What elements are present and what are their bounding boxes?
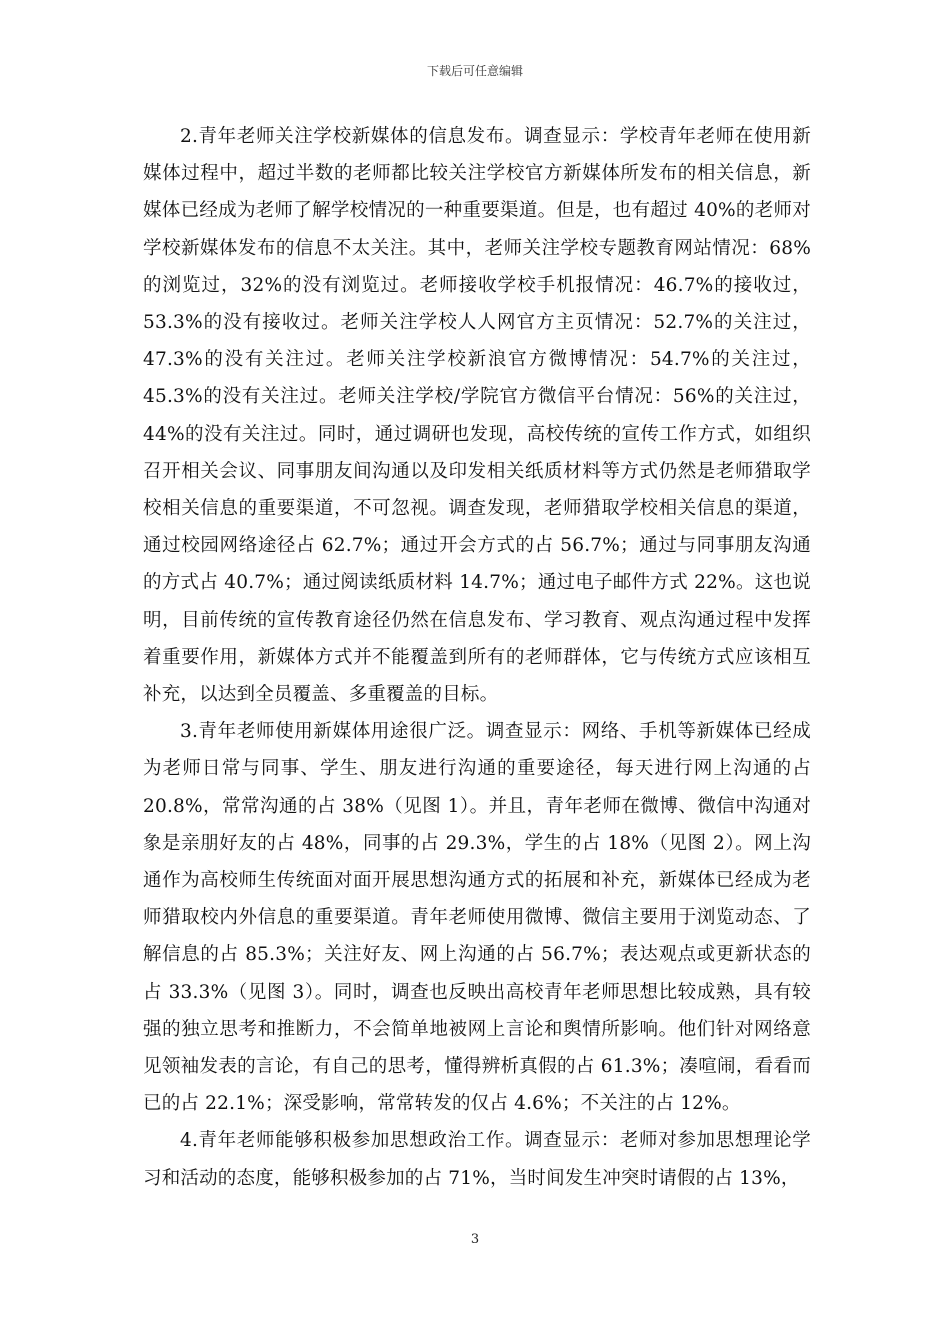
page-header: 下载后可任意编辑	[426, 64, 523, 78]
paragraph-2: 2.青年老师关注学校新媒体的信息发布。调查显示：学校青年老师在使用新媒体过程中，超过半数的老师都比较关注学校官方新媒体所发布的相关信息，新媒体已经成为老师了解学校情况的一种重要渠道。但是，也有超过 40%的老师对学校新媒体发布的信息不太关注。其中，老师关注学校专题教育网站情况：68%的浏览过，32%的没有浏览过。老师接收学校手机报情况：46.7%的接收过，53.3%的没有接收过。老师关注学校人人网官方主页情况：52.7%的关注过，47.3%的没有关注过。老师关注学校新浪官方微博情况：54.7%的关注过，45.3%的没有关注过。老师关注学校/学院官方微信平台情况：56%的关注过，44%的没有关注过。同时，通过调研也发现，高校传统的宣传工作方式，如组织召开相关会议、同事朋友间沟通以及印发相关纸质材料等方式仍然是老师猎取学校相关信息的重要渠道，不可忽视。调查发现，老师猎取学校相关信息的渠道，通过校园网络途径占 62.7%；通过开会方式的占 56.7%；通过与同事朋友沟通的方式占 40.7%；通过阅读纸质材料 14.7%；通过电子邮件方式 22%。这也说明，目前传统的宣传教育途径仍然在信息发布、学习教育、观点沟通过程中发挥着重要作用，新媒体方式并不能覆盖到所有的老师群体，它与传统方式应该相互补充，以达到全员覆盖、多重覆盖的目标。	[143, 126, 811, 706]
document-body	[143, 118, 811, 1197]
paragraph-3: 3.青年老师使用新媒体用途很广泛。调查显示：网络、手机等新媒体已经成为老师日常与同事、学生、朋友进行沟通的重要途径，每天进行网上沟通的占 20.8%，常常沟通的占 38%（见图 1）。并且，青年老师在微博、微信中沟通对象是亲朋好友的占 48%，同事的占 29.3%，学生的占 18%（见图 2）。网上沟通作为高校师生传统面对面开展思想沟通方式的拓展和补充，新媒体已经成为老师猎取校内外信息的重要渠道。青年老师使用微博、微信主要用于浏览动态、了解信息的占 85.3%；关注好友、网上沟通的占 56.7%；表达观点或更新状态的占 33.3%（见图 3）。同时，调查也反映出高校青年老师思想比较成熟，具有较强的独立思考和推断力，不会简单地被网上言论和舆情所影响。他们针对网络意见领袖发表的言论，有自己的思考，懂得辨析真假的占 61.3%；凑喧闹，看看而已的占 22.1%；深受影响，常常转发的仅占 4.6%；不关注的占 12%。	[143, 721, 811, 1115]
page-number: 3	[470, 1232, 480, 1247]
paragraph-4: 4.青年老师能够积极参加思想政治工作。调查显示：老师对参加思想理论学习和活动的态度，能够积极参加的占 71%，当时间发生冲突时请假的占 13%，	[143, 1130, 811, 1189]
